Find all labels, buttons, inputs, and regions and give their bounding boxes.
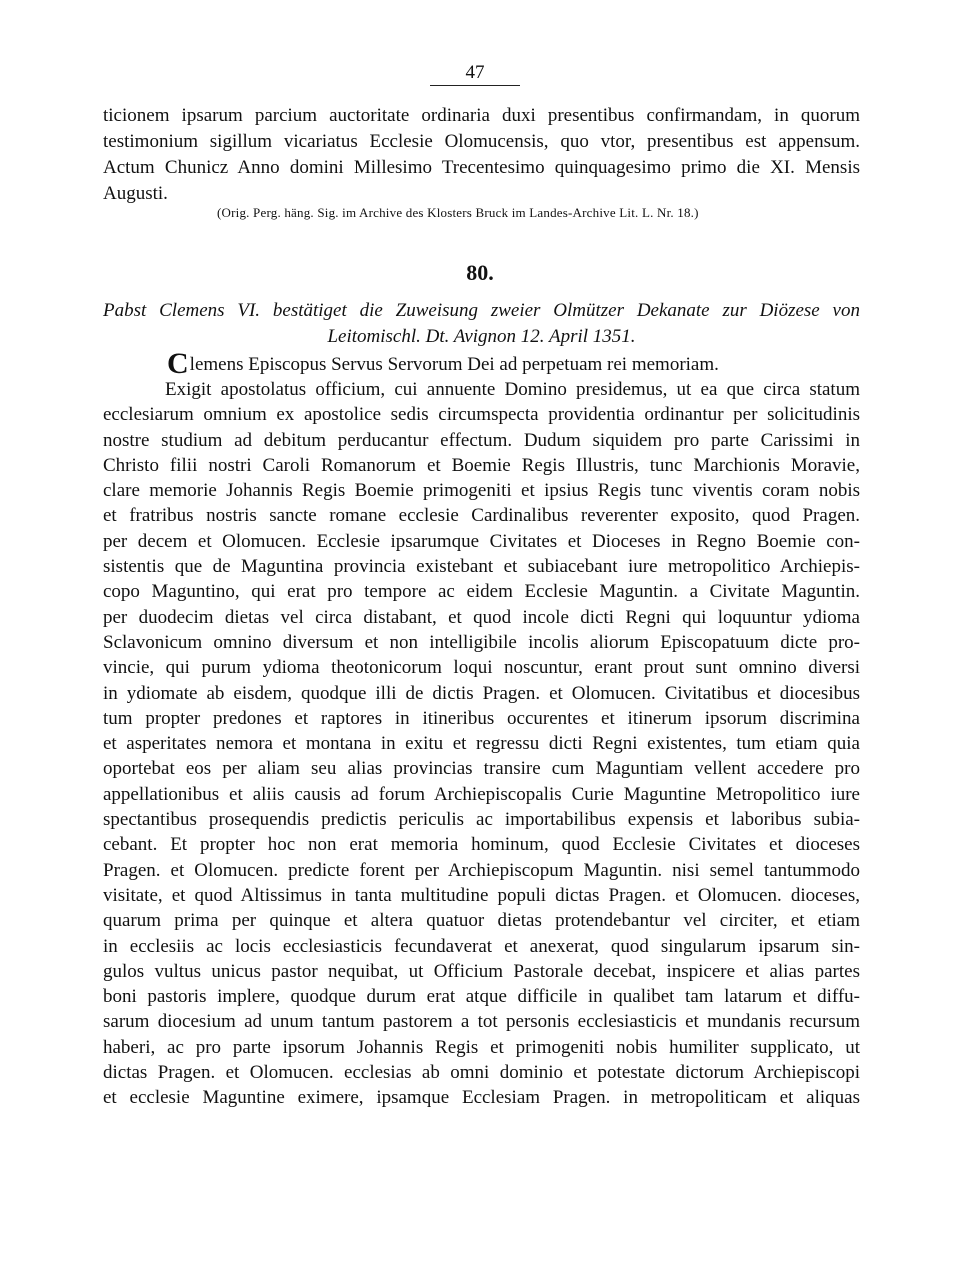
text-line: Christo filii nostri Caroli Romanorum et Boemie Regis Illustris, tunc Marchionis Moravie,	[103, 454, 860, 476]
text-line: et fratribus nostris sancte romane ecclesie Cardinalibus reverenter exposito, quod Pragen.	[103, 505, 860, 527]
text-line: ecclesiarum omnium ex apostolice sedis circumspecta providentia ordinantur per solicitudinis	[103, 404, 860, 426]
document-heading	[103, 298, 860, 350]
text-line: sistentis que de Maguntina provincia existebant et subiacebant iure metropolitico Archiepis-	[103, 556, 860, 578]
continuation-paragraph	[103, 103, 860, 207]
text-line: boni pastoris implere, quodque durum erat atque difficile in qualibet tam latarum et diffu-	[103, 986, 860, 1008]
text-line: oportebat eos per aliam seu alias provincias transire cum Maguntiam vellent accedere pro	[103, 758, 860, 780]
text-line: in ecclesiis ac locis ecclesiasticis fecundaverat et anexerat, quod singularum ipsarum sin-	[103, 935, 860, 957]
opening-text: lemens Episcopus Servus Servorum Dei ad perpetuam rei memoriam.	[189, 354, 719, 375]
source-note: (Orig. Perg. häng. Sig. im Archive des Klosters Bruck im Landes-Archive Lit. L. Nr. 18.)	[217, 205, 699, 220]
text-line: vincie, qui purum ydioma theotonicorum loqui noscuntur, erant prout sunt omnino diversi	[103, 657, 860, 679]
text-line: spectantibus prosequendis predictis periculis ac importabilibus expensis et laboribus subia-	[103, 809, 860, 831]
text-line: Pragen. et Olomucen. predicte forent per Archiepiscopum Maguntin. nisi semel tantummodo	[103, 859, 860, 881]
text-line: dictas Pragen. et Olomucen. ecclesias ab omni dominio et potestate dictorum Archiepiscopi	[103, 1062, 860, 1084]
text-line: Exigit apostolatus officium, cui annuente Domino presidemus, ut ea que circa statum	[165, 379, 860, 400]
text-line: tum propter predones et raptores in itineribus occurentes et itinerum ipsorum discrimina	[103, 707, 860, 729]
text-line: quarum prima per quinque et altera quatuor dietas protendebantur vel circiter, et etiam	[103, 910, 860, 932]
text-line: et ecclesie Maguntine eximere, ipsamque Ecclesiam Pragen. in metropoliticam et aliquas	[103, 1087, 860, 1109]
document-number: 80.	[466, 260, 494, 285]
page-number: 47	[430, 62, 520, 86]
heading-line: Pabst Clemens VI. bestätiget die Zuweisung zweier Olmützer Dekanate zur Diözese von	[103, 300, 860, 321]
text-line: cebant. Et propter hoc non erat memoria hominum, quod Ecclesie Civitates et dioceses	[103, 834, 860, 856]
text-line: testimonium sigillum vicariatus Ecclesie Olomucensis, quo vtor, presentibus est appensum.	[103, 131, 860, 152]
heading-line: Leitomischl. Dt. Avignon 12. April 1351.	[327, 326, 636, 347]
opening-line	[103, 347, 860, 380]
text-line: ticionem ipsarum parcium auctoritate ordinaria duxi presentibus confirmandam, in quorum	[103, 105, 860, 126]
text-line: Actum Chunicz Anno domini Millesimo Trecentesimo quinquagesimo primo die XI. Mensis	[103, 157, 860, 178]
text-line: Sclavonicum omnino diversum et non intelligibile incolis aliorum Episcopatuum dicte pro-	[103, 631, 860, 653]
text-line: nostre studium ad debitum perducantur effectum. Dudum siquidem pro parte Carissimi in	[103, 429, 860, 451]
text-line: copo Maguntino, qui erat pro tempore ac eidem Ecclesie Maguntin. a Civitate Maguntin.	[103, 581, 860, 603]
text-line: visitate, et quod Altissimus in tanta multitudine populi dictas Pragen. et Olomucen. dioceses,	[103, 884, 860, 906]
drop-initial: C	[167, 347, 189, 380]
text-line: et asperitates nemora et montana in exitu et regressu dicti Regni existentes, tum etiam quia	[103, 733, 860, 755]
text-line: per decem et Olomucen. Ecclesie ipsarumque Civitates et Dioceses in Regno Boemie con-	[103, 530, 860, 552]
body-paragraph	[103, 377, 860, 1111]
text-line: Augusti.	[103, 183, 168, 204]
text-line: per duodecim dietas vel circa distabant, et quod incole dicti Regni qui loquuntur ydioma	[103, 606, 860, 628]
text-line: sarum diocesium ad unum tantum pastorem a tot personis ecclesiasticis et mundanis recursum	[103, 1011, 860, 1033]
text-line: gulos vultus unicus pastor nequibat, ut Officium Pastorale decebat, inspicere et alias partes	[103, 960, 860, 982]
text-line: appellationibus et aliis causis ad forum Archiepiscopalis Curie Maguntine Metropolitico iure	[103, 783, 860, 805]
text-line: haberi, ac pro parte ipsorum Johannis Regis et primogeniti nobis humiliter supplicato, ut	[103, 1036, 860, 1058]
text-line: in ydiomate ab eisdem, quodque illi de dictis Pragen. et Olomucen. Civitatibus et diocesibus	[103, 682, 860, 704]
text-line: clare memorie Johannis Regis Boemie primogeniti et ipsius Regis tunc viventis coram nobis	[103, 480, 860, 502]
